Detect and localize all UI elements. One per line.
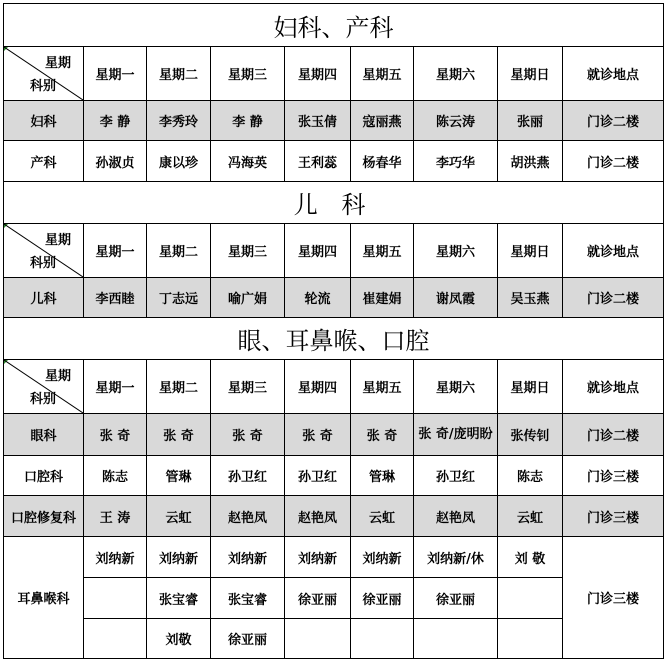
day-header: 星期二 <box>147 224 211 278</box>
doctor-cell: 胡洪燕 <box>498 141 563 182</box>
doctor-cell: 云虹 <box>498 496 563 537</box>
doctor-cell: 张 奇 <box>285 414 351 456</box>
day-header: 星期日 <box>498 360 563 414</box>
doctor-cell: 张 奇/庞明盼 <box>414 414 498 456</box>
day-header: 星期四 <box>285 47 351 101</box>
place-cell: 门诊三楼 <box>563 456 664 496</box>
dept-name: 耳鼻喉科 <box>4 537 84 659</box>
place-header: 就诊地点 <box>563 224 664 278</box>
day-header: 星期一 <box>84 360 147 414</box>
doctor-cell: 陈志 <box>498 456 563 496</box>
dept-name: 产科 <box>4 141 84 182</box>
doctor-cell: 崔建娟 <box>351 278 414 318</box>
doctor-cell: 李秀玲 <box>147 101 211 141</box>
doctor-cell: 李 静 <box>211 101 285 141</box>
doctor-cell: 李西睦 <box>84 278 147 318</box>
doctor-cell: 赵艳凤 <box>211 496 285 537</box>
doctor-cell <box>414 619 498 659</box>
place-cell: 门诊二楼 <box>563 141 664 182</box>
doctor-cell: 陈云涛 <box>414 101 498 141</box>
doctor-cell: 刘 敬 <box>498 537 563 578</box>
table-row <box>4 414 664 456</box>
doctor-cell: 刘敬 <box>147 619 211 659</box>
day-header: 星期日 <box>498 47 563 101</box>
header-weekday-label: 星期 <box>44 369 71 384</box>
doctor-cell: 管琳 <box>351 456 414 496</box>
day-header: 星期五 <box>351 47 414 101</box>
doctor-cell: 徐亚丽 <box>351 578 414 619</box>
doctor-cell: 刘纳新 <box>211 537 285 578</box>
doctor-cell: 张 奇 <box>84 414 147 456</box>
day-header: 星期一 <box>84 224 147 278</box>
section-eye-ent-dental <box>3 317 664 659</box>
day-header: 星期五 <box>351 224 414 278</box>
dept-name: 妇科 <box>4 101 84 141</box>
place-cell: 门诊二楼 <box>563 278 664 318</box>
day-header: 星期二 <box>147 47 211 101</box>
header-dept-label: 科别 <box>30 392 57 407</box>
doctor-cell: 康以珍 <box>147 141 211 182</box>
doctor-cell: 张 奇 <box>351 414 414 456</box>
header-dept-label: 科别 <box>30 79 57 94</box>
doctor-cell: 赵艳凤 <box>414 496 498 537</box>
day-header: 星期六 <box>414 360 498 414</box>
doctor-cell: 刘纳新 <box>285 537 351 578</box>
header-weekday-label: 星期 <box>44 233 71 248</box>
table-row <box>4 456 664 496</box>
doctor-cell: 云虹 <box>147 496 211 537</box>
doctor-cell: 王 涛 <box>84 496 147 537</box>
doctor-cell: 张 奇 <box>211 414 285 456</box>
doctor-cell <box>498 578 563 619</box>
day-header: 星期六 <box>414 47 498 101</box>
dept-name: 口腔科 <box>4 456 84 496</box>
day-header: 星期四 <box>285 224 351 278</box>
doctor-cell: 张丽 <box>498 101 563 141</box>
doctor-cell: 徐亚丽 <box>211 619 285 659</box>
doctor-cell: 张传钊 <box>498 414 563 456</box>
day-header: 星期五 <box>351 360 414 414</box>
table-row <box>4 496 664 537</box>
doctor-cell: 孙卫红 <box>211 456 285 496</box>
doctor-cell: 刘纳新 <box>147 537 211 578</box>
doctor-cell: 冯海英 <box>211 141 285 182</box>
place-header: 就诊地点 <box>563 47 664 101</box>
dept-name: 眼科 <box>4 414 84 456</box>
doctor-cell: 谢凤霞 <box>414 278 498 318</box>
doctor-cell: 轮流 <box>285 278 351 318</box>
place-cell: 门诊二楼 <box>563 101 664 141</box>
doctor-cell <box>351 619 414 659</box>
section-obgyn <box>3 3 664 182</box>
doctor-cell: 徐亚丽 <box>414 578 498 619</box>
header-weekday-label: 星期 <box>44 56 71 71</box>
doctor-cell: 孙卫红 <box>285 456 351 496</box>
day-header: 星期六 <box>414 224 498 278</box>
place-cell: 门诊三楼 <box>563 496 664 537</box>
day-header: 星期四 <box>285 360 351 414</box>
doctor-cell <box>285 619 351 659</box>
doctor-cell: 徐亚丽 <box>285 578 351 619</box>
day-header: 星期三 <box>211 224 285 278</box>
day-header: 星期二 <box>147 360 211 414</box>
table-row <box>4 537 664 578</box>
diagonal-header <box>4 47 84 101</box>
doctor-cell <box>498 619 563 659</box>
dept-name: 口腔修复科 <box>4 496 84 537</box>
section-pediatrics <box>3 181 664 318</box>
doctor-cell: 刘纳新 <box>84 537 147 578</box>
doctor-cell: 赵艳凤 <box>285 496 351 537</box>
place-header: 就诊地点 <box>563 360 664 414</box>
doctor-cell: 管琳 <box>147 456 211 496</box>
doctor-cell: 王利蕊 <box>285 141 351 182</box>
dept-name: 儿科 <box>4 278 84 318</box>
day-header: 星期三 <box>211 360 285 414</box>
table-row <box>4 101 664 141</box>
place-cell: 门诊二楼 <box>563 414 664 456</box>
doctor-cell: 吴玉燕 <box>498 278 563 318</box>
section-title: 妇科、产科 <box>4 4 664 47</box>
header-dept-label: 科别 <box>30 256 57 271</box>
section-title: 儿 科 <box>4 182 664 224</box>
doctor-cell <box>84 578 147 619</box>
place-cell: 门诊三楼 <box>563 537 664 659</box>
doctor-cell: 喻广娟 <box>211 278 285 318</box>
doctor-cell: 陈志 <box>84 456 147 496</box>
doctor-cell: 李 静 <box>84 101 147 141</box>
doctor-cell: 孙卫红 <box>414 456 498 496</box>
table-row <box>4 278 664 318</box>
doctor-cell: 云虹 <box>351 496 414 537</box>
doctor-cell: 杨春华 <box>351 141 414 182</box>
section-title: 眼、耳鼻喉、口腔 <box>4 318 664 360</box>
diagonal-header <box>4 360 84 414</box>
day-header: 星期一 <box>84 47 147 101</box>
doctor-cell: 张宝睿 <box>147 578 211 619</box>
doctor-cell: 李巧华 <box>414 141 498 182</box>
doctor-cell: 张宝睿 <box>211 578 285 619</box>
doctor-cell: 丁志远 <box>147 278 211 318</box>
doctor-cell: 寇丽燕 <box>351 101 414 141</box>
table-row <box>4 141 664 182</box>
doctor-cell: 孙淑贞 <box>84 141 147 182</box>
doctor-cell: 刘纳新 <box>351 537 414 578</box>
doctor-cell <box>84 619 147 659</box>
doctor-cell: 张 奇 <box>147 414 211 456</box>
day-header: 星期日 <box>498 224 563 278</box>
day-header: 星期三 <box>211 47 285 101</box>
doctor-cell: 刘纳新/休 <box>414 537 498 578</box>
diagonal-header <box>4 224 84 278</box>
doctor-cell: 张玉倩 <box>285 101 351 141</box>
